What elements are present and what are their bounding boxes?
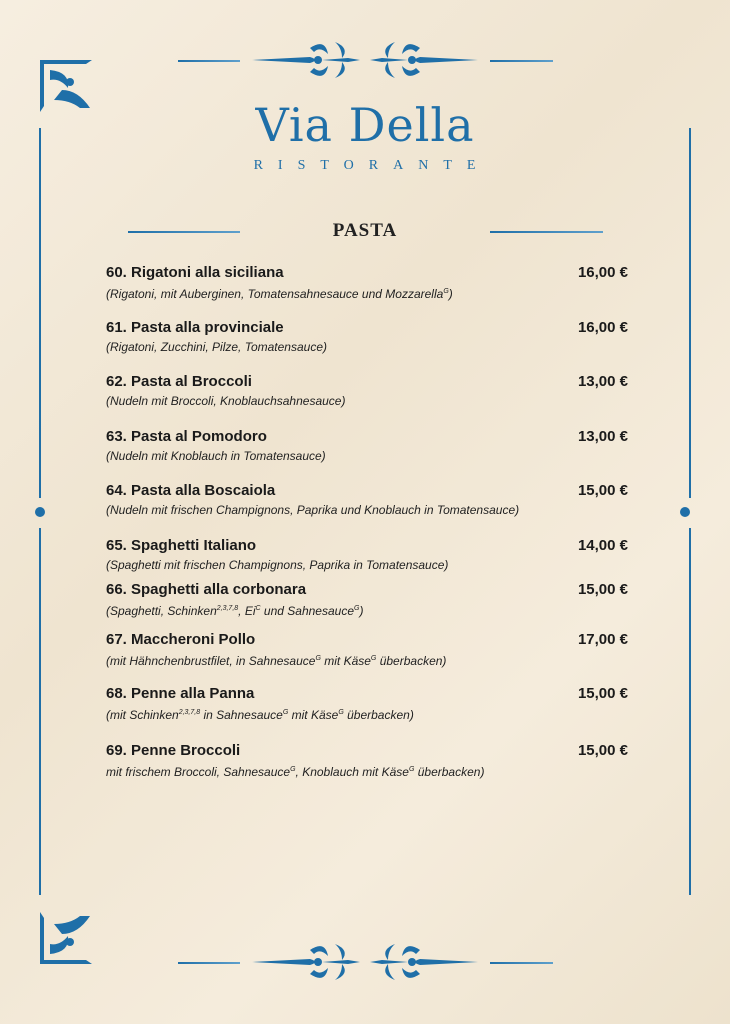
allergen-superscript: G xyxy=(370,655,377,662)
allergen-superscript: G xyxy=(443,288,449,295)
allergen-superscript: G xyxy=(315,655,321,662)
item-description xyxy=(106,284,628,302)
divider-line xyxy=(490,60,553,62)
item-description xyxy=(106,393,628,409)
flourish-ornament-bottom xyxy=(250,940,480,986)
item-description xyxy=(106,601,628,619)
frame-left-line xyxy=(39,128,41,498)
item-description xyxy=(106,448,628,464)
frame-right-line xyxy=(689,128,691,498)
description-text: (Nudeln mit Broccoli, Knoblauchsahnesauce) xyxy=(106,394,346,408)
item-price: 15,00 € xyxy=(577,581,628,598)
menu-item xyxy=(106,373,628,409)
item-name: 67. Maccheroni Pollo xyxy=(106,631,256,648)
description-text: (mit Schinken xyxy=(106,708,179,722)
item-name: 65. Spaghetti Italiano xyxy=(106,537,257,554)
item-description xyxy=(106,651,628,669)
menu-item xyxy=(106,581,628,619)
description-text: (Rigatoni, Zucchini, Pilze, Tomatensauce) xyxy=(106,340,327,354)
description-text: überbacken) xyxy=(376,654,447,668)
section-title: PASTA xyxy=(332,220,398,241)
item-price: 15,00 € xyxy=(577,685,628,702)
description-text: (Nudeln mit Knoblauch in Tomatensauce) xyxy=(106,449,326,463)
allergen-superscript: 2,3,7,8 xyxy=(216,605,239,612)
menu-item xyxy=(106,428,628,464)
flourish-ornament-top xyxy=(250,38,480,84)
item-description xyxy=(106,502,628,518)
frame-left-line xyxy=(39,528,41,895)
item-price: 16,00 € xyxy=(577,319,628,336)
brand-logo: Via Della xyxy=(255,98,475,152)
corner-ornament-bottom-left xyxy=(40,912,92,964)
description-text: überbacken) xyxy=(343,708,414,722)
menu-item xyxy=(106,319,628,355)
description-text: (Rigatoni, mit Auberginen, Tomatensahnesauce und Mozzarella xyxy=(106,287,444,301)
description-text: (Spaghetti, Schinken xyxy=(106,604,217,618)
item-name: 69. Penne Broccoli xyxy=(106,742,241,759)
item-description xyxy=(106,705,628,723)
description-text: , Knoblauch mit Käse xyxy=(295,765,409,779)
description-text: , Ei xyxy=(238,604,256,618)
item-name: 68. Penne alla Panna xyxy=(106,685,255,702)
allergen-superscript: G xyxy=(354,605,360,612)
item-price: 15,00 € xyxy=(577,482,628,499)
description-text: in Sahnesauce xyxy=(200,708,283,722)
allergen-superscript: G xyxy=(338,709,344,716)
brand-subtitle: RISTORANTE xyxy=(253,158,491,173)
description-text: und Sahnesauce xyxy=(260,604,354,618)
description-text: mit Käse xyxy=(288,708,339,722)
allergen-superscript: 2,3,7,8 xyxy=(178,709,201,716)
allergen-superscript: G xyxy=(290,766,296,773)
item-price: 13,00 € xyxy=(577,373,628,390)
item-name: 60. Rigatoni alla siciliana xyxy=(106,264,284,281)
description-text: (mit Hähnchenbrustfilet, in Sahnesauce xyxy=(106,654,316,668)
divider-line xyxy=(178,60,240,62)
frame-dot xyxy=(680,507,690,517)
menu-item xyxy=(106,742,628,780)
description-text: mit Käse xyxy=(320,654,371,668)
menu-item xyxy=(106,537,628,573)
item-name: 62. Pasta al Broccoli xyxy=(106,373,252,390)
description-text: ) xyxy=(359,604,364,618)
description-text: überbacken) xyxy=(414,765,485,779)
item-description xyxy=(106,557,628,573)
item-price: 14,00 € xyxy=(577,537,628,554)
item-price: 16,00 € xyxy=(577,264,628,281)
description-text: (Nudeln mit frischen Champignons, Paprika und Knoblauch in Tomatensauce) xyxy=(106,503,520,517)
divider-line xyxy=(490,962,553,964)
item-price: 13,00 € xyxy=(577,428,628,445)
item-description xyxy=(106,762,628,780)
description-text: ) xyxy=(448,287,453,301)
item-name: 61. Pasta alla provinciale xyxy=(106,319,284,336)
allergen-superscript: G xyxy=(408,766,415,773)
allergen-superscript: C xyxy=(255,605,261,612)
description-text: (Spaghetti mit frischen Champignons, Paprika in Tomatensauce) xyxy=(106,558,449,572)
menu-item xyxy=(106,482,628,518)
item-name: 66. Spaghetti alla corbonara xyxy=(106,581,307,598)
menu-item xyxy=(106,685,628,723)
item-name: 63. Pasta al Pomodoro xyxy=(106,428,267,445)
frame-dot xyxy=(35,507,45,517)
description-text: mit frischem Broccoli, Sahnesauce xyxy=(106,765,291,779)
allergen-superscript: G xyxy=(282,709,289,716)
item-name: 64. Pasta alla Boscaiola xyxy=(106,482,276,499)
frame-right-line xyxy=(689,528,691,895)
item-price: 15,00 € xyxy=(577,742,628,759)
divider-line xyxy=(178,962,240,964)
item-description xyxy=(106,339,628,355)
item-price: 17,00 € xyxy=(577,631,628,648)
menu-item xyxy=(106,631,628,669)
menu-item xyxy=(106,264,628,302)
